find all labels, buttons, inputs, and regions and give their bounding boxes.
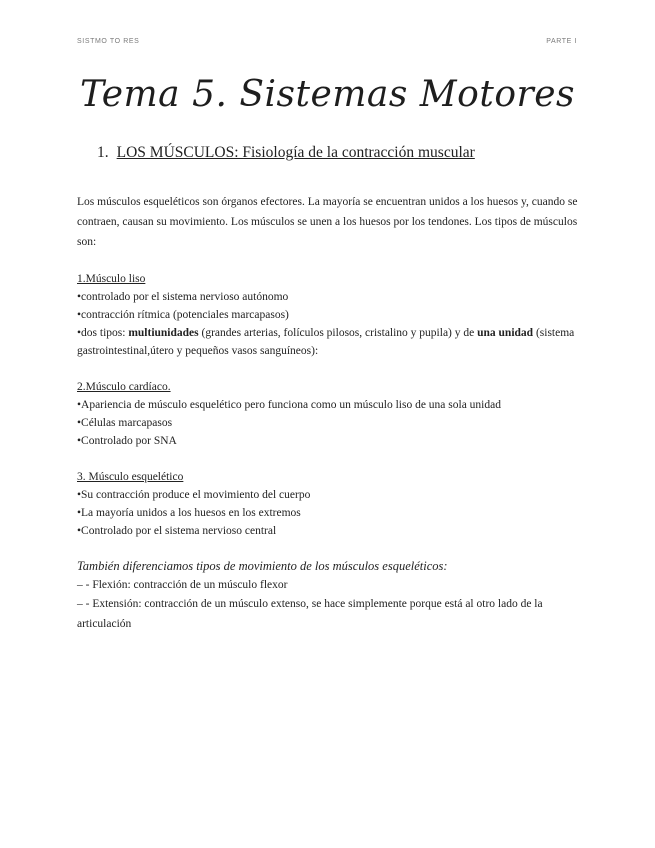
movimiento-block <box>77 556 582 634</box>
document-body <box>77 192 582 634</box>
running-header-left: SISTMO TO RES <box>77 38 140 45</box>
item3-suffix: (sistema gastrointestinal,útero y pequeños vasos sanguíneos): <box>77 327 575 357</box>
musculo-esqueletico-block <box>77 468 582 540</box>
section-title: LOS MÚSCULOS: Fisiología de la contracción muscular <box>116 144 475 161</box>
musculo-liso-heading: 1.Músculo liso <box>77 273 146 285</box>
musculo-esqueletico-item-1: •Su contracción produce el movimiento del cuerpo <box>77 489 311 501</box>
movimiento-item-1: – - Flexión: contracción de un músculo flexor <box>77 579 288 591</box>
musculo-liso-item-2: •contracción rítmica (potenciales marcapasos) <box>77 309 289 321</box>
intro-paragraph: Los músculos esqueléticos son órganos efectores. La mayoría se encuentran unidos a los huesos y, cuando se contraen, causan su movimiento. Los músculos se unen a los huesos por los tendones. Los tipos de músculos son: <box>77 196 578 248</box>
running-header-right: PARTE I <box>546 38 577 45</box>
musculo-esqueletico-heading: 3. Músculo esquelético <box>77 471 184 483</box>
section-number: 1. <box>97 144 109 161</box>
musculo-esqueletico-item-2: •La mayoría unidos a los huesos en los extremos <box>77 507 301 519</box>
term-multiunidades: multiunidades <box>128 327 199 339</box>
term-una-unidad: una unidad <box>477 327 534 339</box>
musculo-cardiaco-heading: 2.Músculo cardíaco. <box>77 381 171 393</box>
musculo-cardiaco-item-3: •Controlado por SNA <box>77 435 177 447</box>
musculo-cardiaco-item-1: •Apariencia de músculo esquelético pero funciona como un músculo liso de una sola unidad <box>77 399 501 411</box>
page-title: Tema 5. Sistemas Motores <box>80 74 575 115</box>
movimiento-item-2: – - Extensión: contracción de un músculo extenso, se hace simplemente porque está al otro lado de la articulación <box>77 598 543 630</box>
section-heading <box>97 144 475 162</box>
musculo-liso-block <box>77 270 582 360</box>
musculo-cardiaco-item-2: •Células marcapasos <box>77 417 173 429</box>
item3-middle: (grandes arterias, folículos pilosos, cristalino y pupila) y de <box>198 327 478 339</box>
musculo-esqueletico-item-3: •Controlado por el sistema nervioso central <box>77 525 277 537</box>
musculo-liso-item-1: •controlado por el sistema nervioso autónomo <box>77 291 289 303</box>
musculo-cardiaco-block <box>77 378 582 450</box>
movimiento-heading: También diferenciamos tipos de movimiento de los músculos esqueléticos: <box>77 559 448 573</box>
musculo-liso-item-3 <box>77 324 582 360</box>
item3-prefix: •dos tipos: <box>77 327 129 339</box>
